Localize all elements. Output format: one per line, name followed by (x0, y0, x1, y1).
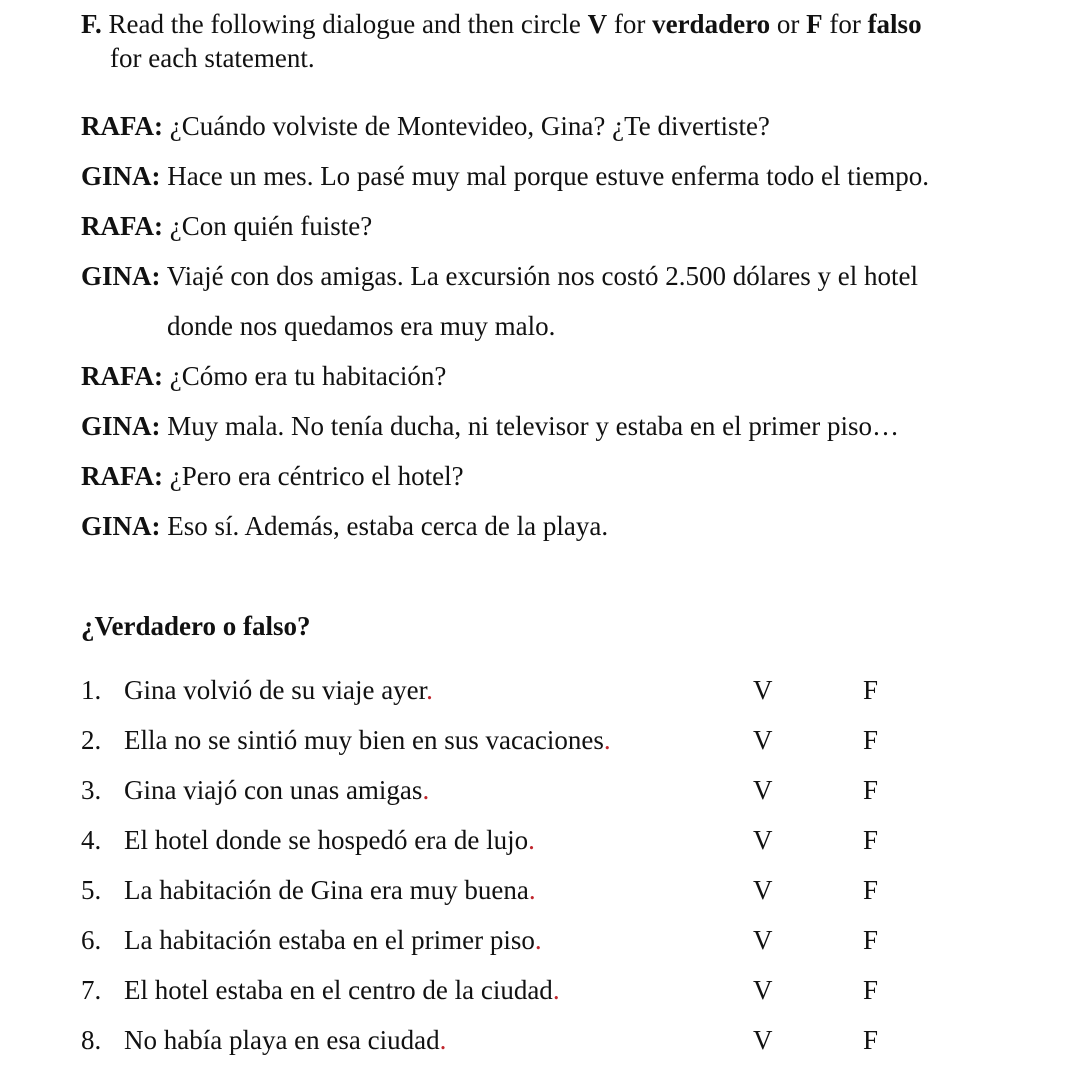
v-letter: V (587, 9, 608, 39)
statement-period: . (603, 725, 611, 755)
statement-body: Ella no se sintió muy bien en sus vacaciones (124, 725, 604, 755)
option-true[interactable]: V (753, 775, 773, 805)
option-true[interactable]: V (753, 1025, 773, 1055)
exercise-instructions (81, 7, 1041, 75)
dialogue-line (81, 206, 1061, 256)
option-true[interactable]: V (753, 875, 773, 905)
statement-row (81, 720, 981, 770)
speaker-name: GINA: (81, 411, 161, 441)
option-false[interactable]: F (863, 875, 879, 905)
dialogue-text: Viajé con dos amigas. La excursión nos costó 2.500 dólares y el hotel (160, 261, 918, 291)
option-true[interactable]: V (753, 925, 773, 955)
statement-body: La habitación de Gina era muy buena (124, 875, 529, 905)
statement-body: Gina viajó con unas amigas (124, 775, 423, 805)
option-false[interactable]: F (863, 825, 879, 855)
dialogue-text: Hace un mes. Lo pasé muy mal porque estuve enferma todo el tiempo. (160, 161, 930, 191)
instructions-text-line-2: for each statement. (110, 43, 315, 73)
statement-text (124, 870, 536, 910)
statement-number: 4. (81, 825, 102, 855)
statement-row (81, 870, 981, 920)
statement-body: El hotel donde se hospedó era de lujo (124, 825, 529, 855)
dialogue-line (81, 506, 1061, 556)
statement-row (81, 920, 981, 970)
statement-number: 3. (81, 775, 102, 805)
speaker-name: RAFA: (81, 461, 163, 491)
option-false[interactable]: F (863, 975, 879, 1005)
statement-row (81, 770, 981, 820)
statement-list (81, 670, 981, 1070)
speaker-name: GINA: (81, 511, 161, 541)
speaker-name: GINA: (81, 161, 161, 191)
dialogue-text: ¿Cuándo volviste de Montevideo, Gina? ¿Te divertiste? (162, 111, 770, 141)
option-true[interactable]: V (753, 975, 773, 1005)
dialogue-line (81, 456, 1061, 506)
statement-period: . (528, 825, 535, 855)
statement-period: . (552, 975, 560, 1005)
instructions-text: or (770, 9, 807, 39)
speaker-name: RAFA: (81, 111, 163, 141)
dialogue-line-continuation: donde nos quedamos era muy malo. (167, 311, 556, 341)
option-false[interactable]: F (863, 725, 879, 755)
option-true[interactable]: V (753, 725, 773, 755)
dialogue-line (81, 406, 1061, 456)
statement-number: 7. (81, 975, 102, 1005)
dialogue-line (81, 356, 1061, 406)
speaker-name: RAFA: (81, 361, 163, 391)
option-false[interactable]: F (863, 675, 879, 705)
instructions-text: Read the following dialogue and then circle (101, 9, 588, 39)
statement-body: La habitación estaba en el primer piso (124, 925, 535, 955)
speaker-name: GINA: (81, 261, 161, 291)
statement-period: . (422, 775, 430, 805)
statement-number: 1. (81, 675, 102, 705)
statement-period: . (426, 675, 433, 705)
statement-text (124, 770, 429, 810)
dialogue (81, 106, 1061, 556)
statement-period: . (528, 875, 536, 905)
verdadero-word: verdadero (652, 9, 771, 39)
dialogue-text: Eso sí. Además, estaba cerca de la playa. (160, 511, 609, 541)
statement-number: 8. (81, 1025, 102, 1055)
statement-row (81, 670, 981, 720)
dialogue-line (81, 256, 1061, 306)
statement-body: Gina volvió de su viaje ayer (124, 675, 427, 705)
f-letter: F (806, 9, 823, 39)
dialogue-text: ¿Con quién fuiste? (162, 211, 373, 241)
statement-body: El hotel estaba en el centro de la ciudad (124, 975, 553, 1005)
statement-row (81, 1020, 981, 1070)
statement-text (124, 720, 611, 760)
statement-text (124, 820, 535, 860)
statement-body: No había playa en esa ciudad (124, 1025, 440, 1055)
quiz-title: ¿Verdadero o falso? (81, 611, 311, 641)
exercise-label: F. (81, 9, 102, 39)
dialogue-line (81, 106, 1061, 156)
speaker-name: RAFA: (81, 211, 163, 241)
falso-word: falso (867, 9, 922, 39)
option-false[interactable]: F (863, 1025, 879, 1055)
dialogue-text: ¿Cómo era tu habitación? (162, 361, 447, 391)
option-false[interactable]: F (863, 925, 879, 955)
statement-text (124, 1020, 446, 1060)
statement-row (81, 970, 981, 1020)
statement-text (124, 920, 542, 960)
statement-number: 6. (81, 925, 102, 955)
statement-text (124, 970, 560, 1010)
instructions-text: for (607, 9, 653, 39)
dialogue-text: Muy mala. No tenía ducha, ni televisor y estaba en el primer piso… (160, 411, 900, 441)
option-false[interactable]: F (863, 775, 879, 805)
statement-number: 5. (81, 875, 102, 905)
option-true[interactable]: V (753, 825, 773, 855)
statement-row (81, 820, 981, 870)
instructions-text: for (822, 9, 868, 39)
dialogue-text: ¿Pero era céntrico el hotel? (162, 461, 464, 491)
statement-number: 2. (81, 725, 102, 755)
statement-period: . (534, 925, 542, 955)
dialogue-line (81, 156, 1061, 206)
statement-text (124, 670, 433, 710)
option-true[interactable]: V (753, 675, 773, 705)
statement-period: . (439, 1025, 447, 1055)
